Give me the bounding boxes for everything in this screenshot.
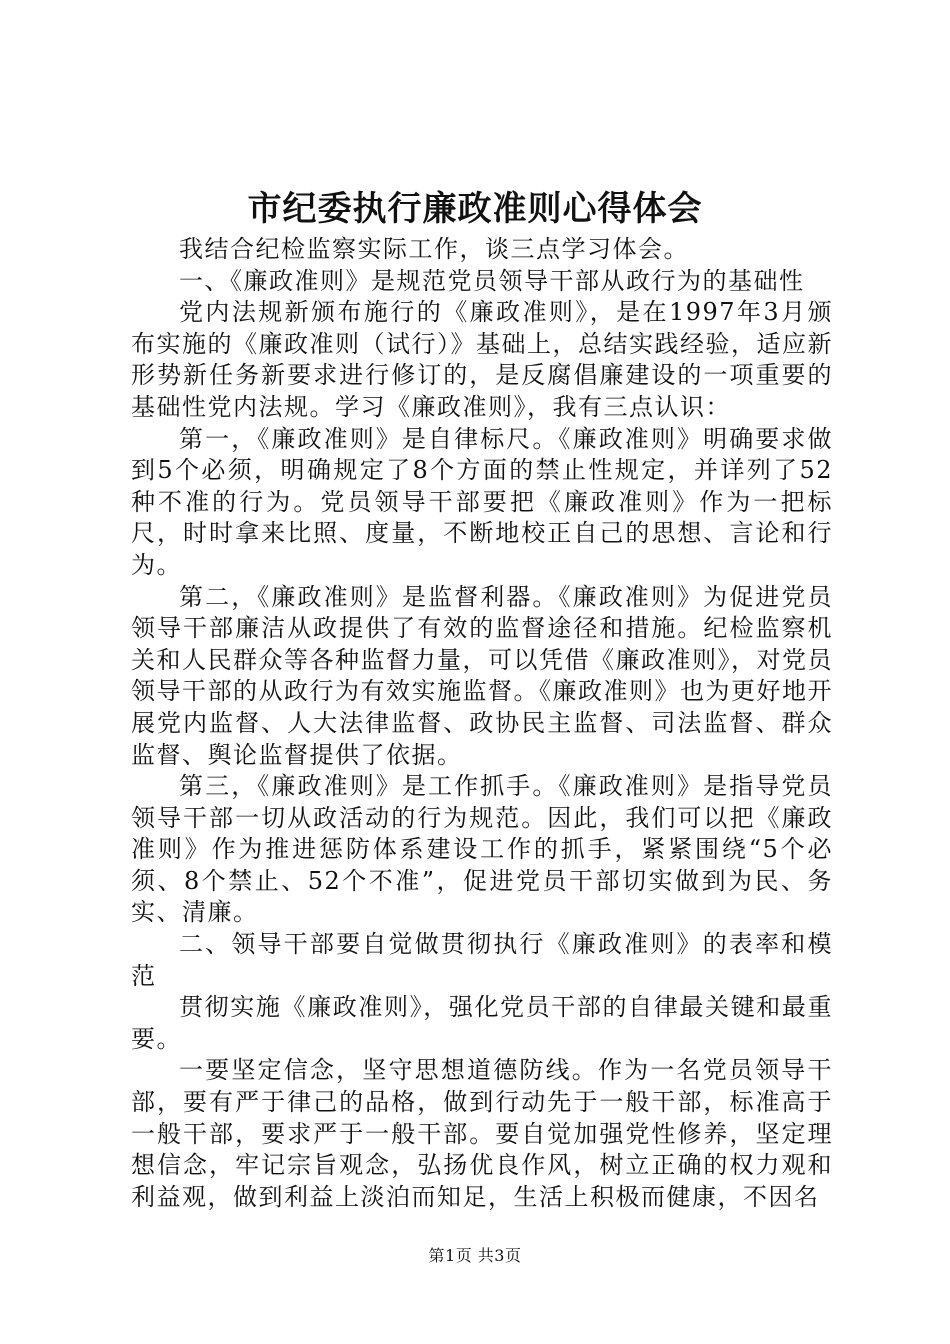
document-body <box>131 234 833 1213</box>
page-footer: 第1页 共3页 <box>428 1246 522 1265</box>
section-heading-1: 一、《廉政准则》是规范党员领导干部从政行为的基础性 <box>179 266 805 295</box>
page-title: 市纪委执行廉政准则心得体会 <box>247 189 703 229</box>
paragraph-point-3: 第三，《廉政准则》是工作抓手。《廉政准则》是指导党员领导干部一切从政活动的行为规范。因此，我们可以把《廉政准则》作为推进惩防体系建设工作的抓手，紧紧围绕“5个必须、8个禁止、52个不准”，促进党员干部切实做到为民、务实、清廉。 <box>131 772 833 927</box>
paragraph-self-discipline: 贯彻实施《廉政准则》，强化党员干部的自律最关键和最重要。 <box>131 993 833 1053</box>
paragraph-point-2: 第二，《廉政准则》是监督利器。《廉政准则》为促进党员领导干部廉洁从政提供了有效的监督途径和措施。纪检监察机关和人民群众等各种监督力量，可以凭借《廉政准则》，对党员领导干部的从政行为有效实施监督。《廉政准则》也为更好地开展党内监督、人大法律监督、政协民主监督、司法监督、群众监督、舆论监督提供了依据。 <box>131 582 833 769</box>
paragraph-firm-belief: 一要坚定信念，坚守思想道德防线。作为一名党员领导干部，要有严于律己的品格，做到行动先于一般干部，标准高于一般干部，要求严于一般干部。要自觉加强党性修养，坚定理想信念，牢记宗旨观念，弘扬优良作风，树立正确的权力观和利益观，做到利益上淡泊而知足，生活上积极而健康，不因名 <box>131 1056 833 1211</box>
section-heading-2: 二、领导干部要自觉做贯彻执行《廉政准则》的表率和模范 <box>131 930 833 990</box>
paragraph-background: 党内法规新颁布施行的《廉政准则》，是在1997年3月颁布实施的《廉政准则（试行）》基础上，总结实践经验，适应新形势新任务新要求进行修订的，是反腐倡廉建设的一项重要的基础性党内法规。学习《廉政准则》，我有三点认识： <box>131 298 833 421</box>
paragraph-point-1: 第一，《廉政准则》是自律标尺。《廉政准则》明确要求做到5个必须，明确规定了8个方面的禁止性规定，并详列了52种不准的行为。党员领导干部要把《廉政准则》作为一把标尺，时时拿来比照、度量，不断地校正自己的思想、言论和行为。 <box>131 424 833 579</box>
paragraph-intro: 我结合纪检监察实际工作，谈三点学习体会。 <box>179 235 689 263</box>
